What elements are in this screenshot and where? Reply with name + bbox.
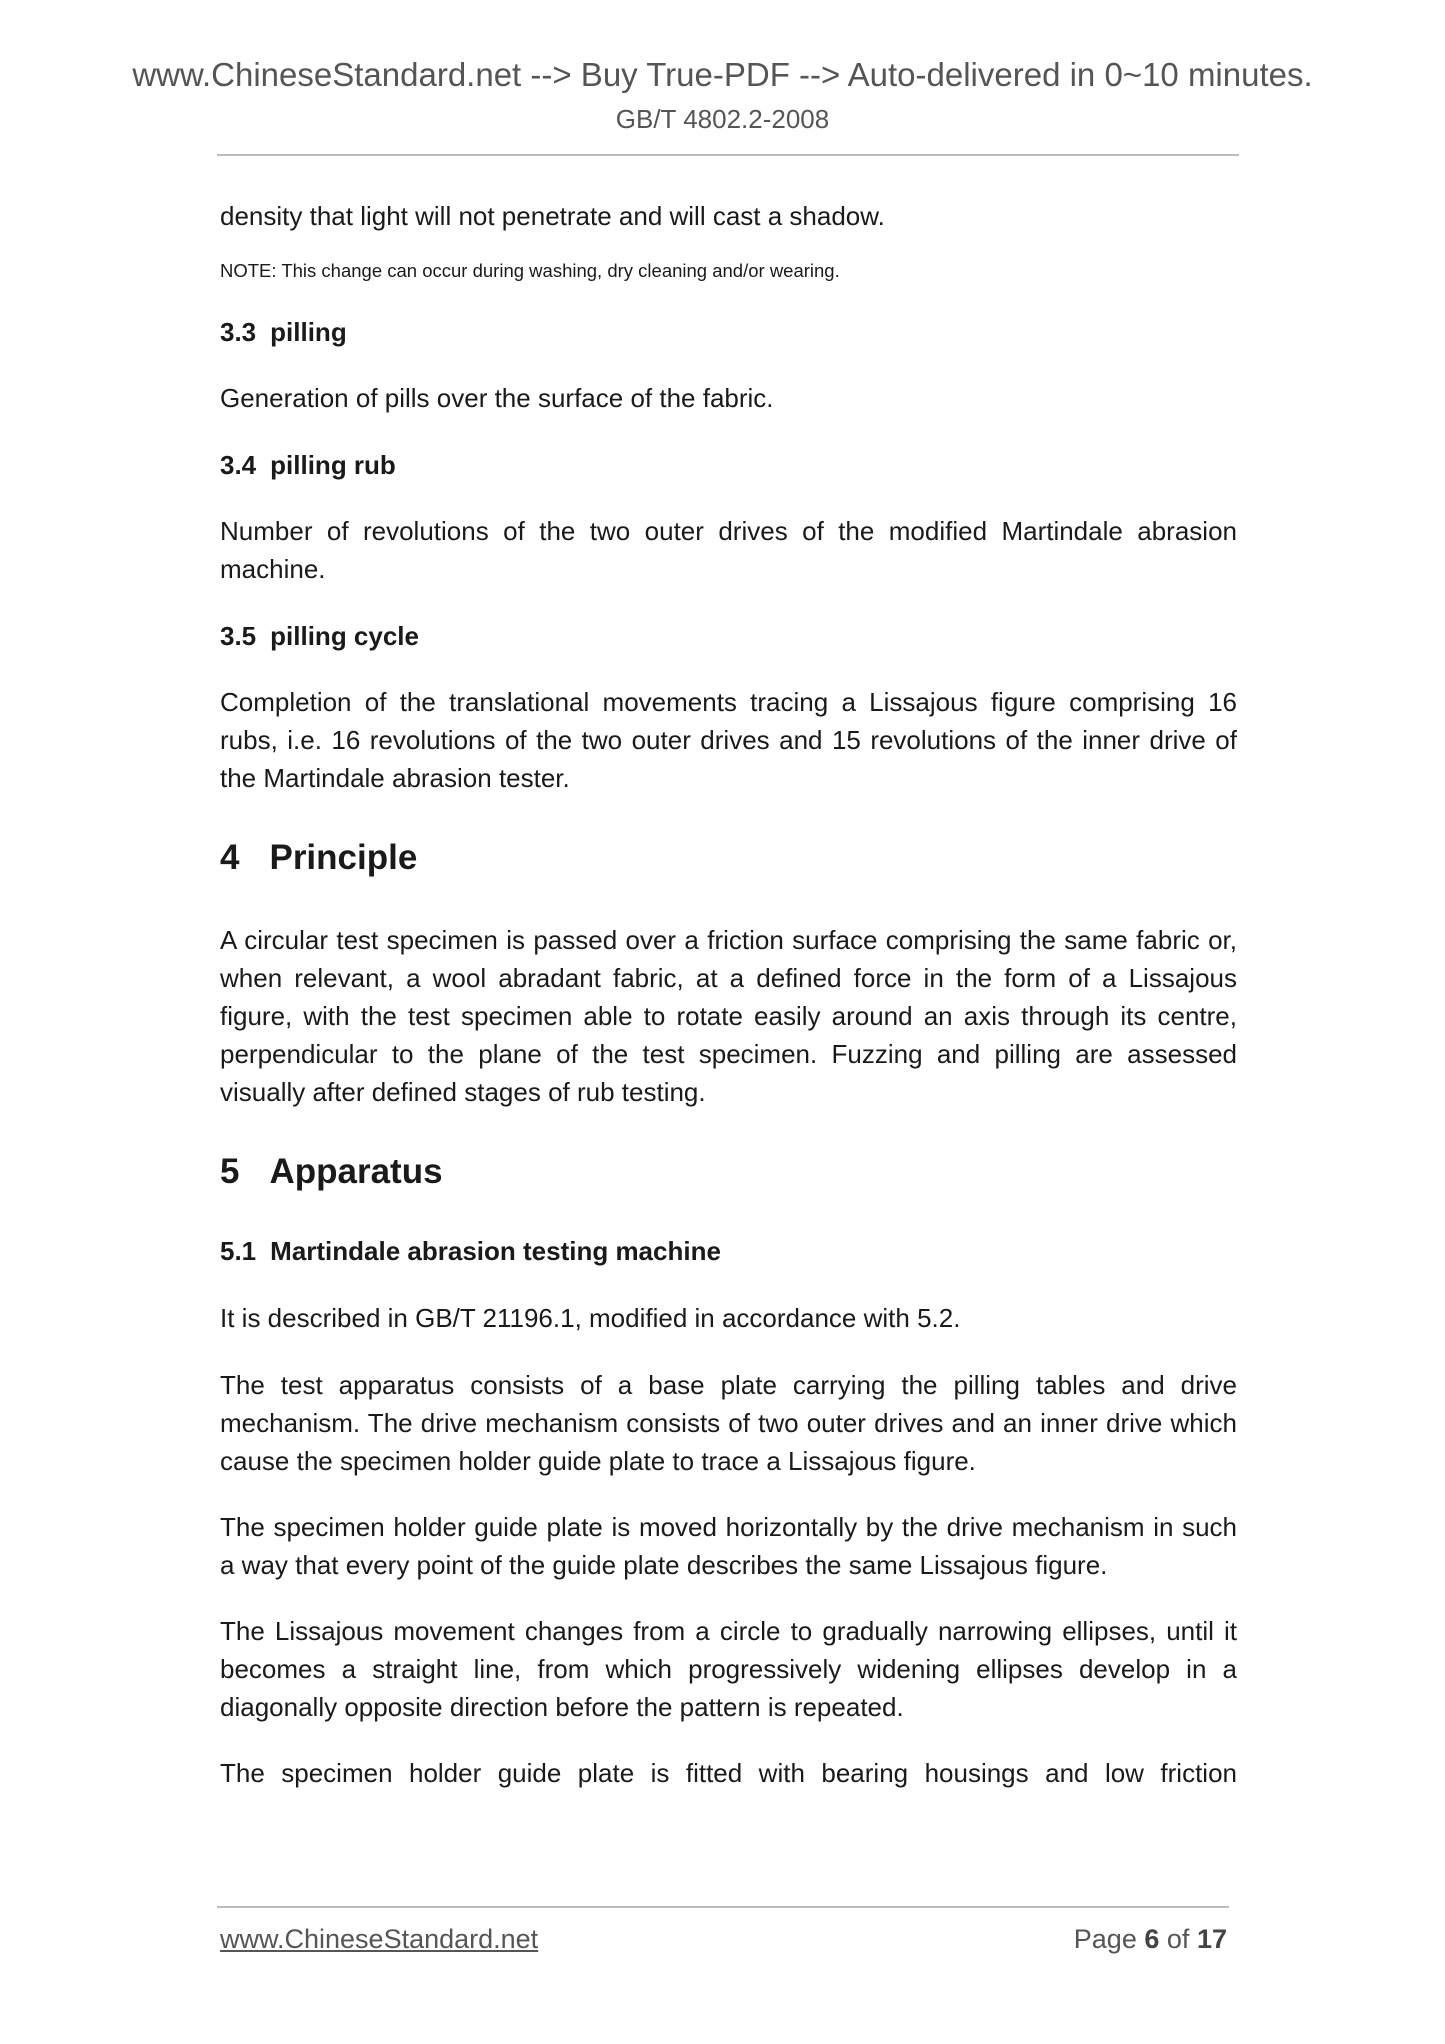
page-indicator xyxy=(1074,1924,1227,1955)
section-number: 5 xyxy=(220,1152,240,1191)
term-number: 3.5 xyxy=(220,621,257,651)
term-number: 3.4 xyxy=(220,450,257,480)
page-total: 17 xyxy=(1196,1924,1227,1954)
header-banner: www.ChineseStandard.net --> Buy True-PDF --> Auto-delivered in 0~10 minutes. xyxy=(132,56,1313,93)
footer-divider xyxy=(217,1906,1229,1908)
subsection-number: 5.1 xyxy=(220,1236,257,1266)
continuation-text: density that light will not penetrate and will cast a shadow. xyxy=(220,201,885,231)
section-title: Principle xyxy=(269,838,418,877)
paragraph: The test apparatus consists of a base plate carrying the pilling tables and drive mechanism. The drive mechanism consists of two outer drives and an inner drive which cause the specimen holder guide plate to trace a Lissajous figure. xyxy=(220,1370,1237,1476)
term-title: pilling xyxy=(270,317,347,347)
page-current: 6 xyxy=(1144,1924,1160,1954)
term-3-4-definition: Number of revolutions of the two outer drives of the modified Martindale abrasion machine. xyxy=(220,516,1237,584)
term-title: pilling cycle xyxy=(270,621,419,651)
standard-number: GB/T 4802.2-2008 xyxy=(615,104,830,134)
header-divider xyxy=(217,154,1239,156)
term-3-3-heading xyxy=(220,313,1237,351)
paragraph: The Lissajous movement changes from a circle to gradually narrowing ellipses, until it becomes a straight line, from which progressively widening ellipses develop in a diagonally opposite direction before the pattern is repeated. xyxy=(220,1616,1237,1722)
page-of: of xyxy=(1166,1924,1190,1954)
subsection-5-1-heading xyxy=(220,1232,1237,1270)
term-title: pilling rub xyxy=(270,450,396,480)
page-content xyxy=(220,197,1237,1792)
term-3-4-heading xyxy=(220,446,1237,484)
term-3-3-definition: Generation of pills over the surface of the fabric. xyxy=(220,383,774,413)
footer-site-link[interactable]: www.ChineseStandard.net xyxy=(220,1924,539,1954)
paragraph: The specimen holder guide plate is fitted with bearing housings and low friction xyxy=(220,1758,1237,1788)
section-number: 4 xyxy=(220,838,240,877)
note-text: NOTE: This change can occur during washing, dry cleaning and/or wearing. xyxy=(220,260,840,281)
subsection-title: Martindale abrasion testing machine xyxy=(270,1236,721,1266)
paragraph: It is described in GB/T 21196.1, modified in accordance with 5.2. xyxy=(220,1303,961,1333)
paragraph: The specimen holder guide plate is moved horizontally by the drive mechanism in such a way that every point of the guide plate describes the same Lissajous figure. xyxy=(220,1512,1237,1580)
section-4-heading xyxy=(220,835,1237,881)
page-label: Page xyxy=(1073,1924,1137,1954)
term-number: 3.3 xyxy=(220,317,257,347)
section-title: Apparatus xyxy=(269,1152,443,1191)
term-3-5-definition: Completion of the translational movements tracing a Lissajous figure comprising 16 rubs, i.e. 16 revolutions of the two outer drives and 15 revolutions of the inner drive of the Martindale abrasion tester. xyxy=(220,687,1237,793)
section-4-text: A circular test specimen is passed over a friction surface comprising the same fabric or, when relevant, a wool abradant fabric, at a defined force in the form of a Lissajous figure, with the test specimen able to rotate easily around an axis through its centre, perpendicular to the plane of the test specimen. Fuzzing and pilling are assessed visually after defined stages of rub testing. xyxy=(220,925,1237,1107)
section-5-heading xyxy=(220,1149,1237,1195)
term-3-5-heading xyxy=(220,617,1237,655)
